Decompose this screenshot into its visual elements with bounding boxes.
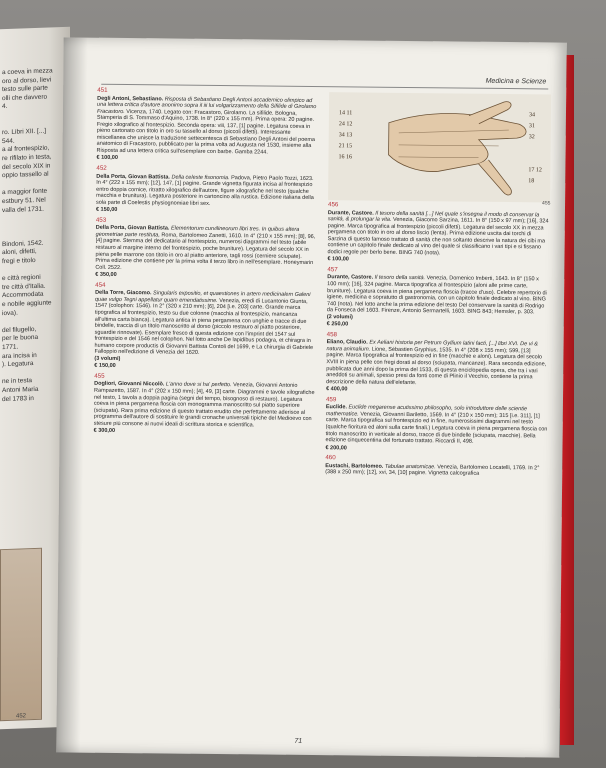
left-page-line: tre città d'Italia. — [2, 282, 46, 291]
left-page-line: e città regioni — [2, 274, 41, 283]
illustration-number: 31 — [528, 123, 535, 130]
left-page-line: 1771. — [2, 343, 19, 352]
entry-title: L'anno dove si ha' perfetto. — [165, 381, 234, 389]
catalog-entry — [325, 397, 548, 454]
catalog-entry — [94, 282, 317, 371]
left-page-line: iova). — [2, 309, 18, 317]
left-page-line: 4. — [2, 103, 8, 111]
entry-title: Euclide megarense acutissimo philosopho, solo introduttore delle scientie mathematice. — [325, 404, 528, 418]
illustration-number: 18 — [528, 178, 535, 185]
left-page-line: olli che davvero — [2, 93, 48, 102]
catalog-entry — [96, 88, 319, 164]
lot-number: 452 — [96, 164, 107, 172]
entry-price: € 150,00 — [94, 363, 116, 370]
catalog-entry — [96, 166, 318, 216]
entry-price: € 200,00 — [325, 444, 347, 451]
left-page-line: fregi e titolo — [2, 257, 36, 266]
entry-text — [326, 340, 548, 388]
left-page-line: re rifilato in testa, — [2, 153, 52, 163]
entry-price: € 250,00 — [326, 321, 349, 328]
entry-text — [94, 381, 316, 429]
entry-price: € 100,00 — [327, 256, 349, 263]
left-page-line: a maggior fonte — [2, 187, 48, 197]
entry-title: Risposta di Sebastiano Degli Antoni accademico olimpico ad una lettera critica d'autore anonimo sopra il iii lui volgarizzamento della Sifilide di Girolamo Fracastoro. — [96, 95, 317, 115]
illustration-number: 17 12 — [528, 167, 542, 174]
left-page-line: e nobile aggiunte — [2, 299, 52, 309]
hand-diagram-svg — [328, 92, 551, 202]
lot-number: 453 — [95, 216, 107, 224]
lot-number: 459 — [325, 395, 337, 404]
entry-volumes-note: (3 volumi) — [94, 355, 121, 362]
entry-description: Vicenza, 1740. Legato con: Fracastoro, Girolamo. La sifilide. Bologna, Stamperia di S. Tommaso d'Aquino, 1738. In 8° (220 x 155 mm). Prima opera: 20 pagine. Fregio xilografico al frontespizio. Seconda opera: viii, 137, [1] pagine. Legatura coeva in pieno cartonato con titolo in oro su tassello al dorso (piccoli difetti). Interessante miscellanea che unisce la traduzione settecentesca di Sebastiano Degli Antoni del poema anatomico di Fracastoro, pubblicato per la prima volta ad Augusta nel 1530, insieme alla Risposta ad una lettera critica sull'esemplare con barbe. Gamba 2244. — [96, 108, 316, 156]
entry-price: € 100,00 — [96, 155, 118, 162]
entry-price: € 350,00 — [95, 271, 117, 279]
entry-title: Della celeste fisonomia. — [171, 174, 232, 181]
entry-title: Singularis expositio, et quaestiones in artem medicinalem Galeni quae vulgo Tegni appellatur quam emendatissime. — [94, 290, 311, 304]
left-page-line: del filugello, — [2, 325, 37, 334]
left-page-line: a al frontespizio, — [2, 144, 50, 154]
left-page-line: ne in testa — [2, 377, 32, 386]
entry-description: Roma, Bartolomeo Zanetti, 1610. In 4° (210 x 155 mm); [8], 96, [4] pagine. Stemma del dedicatario al frontespizio, numerosi diagrammi nel testo (abile restauro al margine interno del frontespizio, poche bruniture). Legatura del secolo XX in piena pelle marrone con titolo in oro al piatto anteriore, tagli rossi (cerniere sciupate). Prima edizione che contiene per la prima volta il terzo libro in nell'esemplare. Honeymarin Coll. 2522. — [95, 232, 316, 271]
illustration-number: 34 — [528, 112, 535, 119]
lot-number: 454 — [95, 281, 106, 289]
entry-text — [326, 404, 548, 446]
entry-author: Dogliori, Giovanni Niccolò. — [94, 381, 166, 388]
entry-title: Ex Aeliani historia per Petrum Gyllium latini facti, [...] libri XVI. De vi & natura animalium. — [326, 339, 538, 353]
entry-title: Tabulae anatomicae. — [384, 463, 438, 471]
left-page-line: del 1783 in — [2, 394, 34, 403]
entry-text — [96, 173, 318, 208]
illustration-number: 34 13 — [338, 132, 353, 139]
illustration-number: 14 11 — [338, 110, 353, 117]
left-page-line: Antoni Maria — [2, 385, 39, 395]
left-page-line: aloni, difetti, — [2, 248, 37, 257]
illustration-number: 32 — [528, 134, 535, 141]
left-page-illustration-number: 452 — [16, 713, 27, 720]
entry-author: Durante, Castore. — [327, 209, 376, 217]
catalog-entry — [327, 267, 550, 330]
entry-text — [325, 463, 547, 478]
left-page-line: oro al dorso, lievi — [2, 76, 52, 85]
entry-text — [327, 210, 549, 258]
left-page-line: testo sulle parte — [2, 84, 48, 94]
entry-text — [94, 290, 317, 358]
entry-description: Venezia, Domenico Imberti, 1643. In 8° (150 x 100 mm); [16], 324 pagine. Marca tipografica al frontespizio (aloni alle prime carte, bruniture). Legatura coeva in piena pergamena floscia (tracce d'uso). Celebre repertorio di igiene, medicina e sopratutto di gastronomia, con un capitolo finale dedicato al vino. BING 740 (nota). Nel lotto anche la prima edizione del testo Del conservare la sanità di Rodrigo da Fonseca del 1603. Firenze, Antonio Sermartelli, 1603. BING 843; Hemsler, p. 303. — [326, 275, 547, 316]
entry-description: Lione, Sébastien Gryphius, 1535. In 4° (208 x 155 mm); 599, [13] pagine. Marca tipografica al frontespizio ed in fine (macchie e aloni). Legatura del secolo XVIII in piena pelle con fregi dorati al dorso (sciupata, mancanze). Rara seconda edizione, pubblicata due anni dopo la prima del 1533, di questa enciclopedia opera, che tra i vari aneddoti su animali, spesso presi da fonti come di Plinio il Vecchio, contiene la prima descrizione della natura dell'elefante. — [326, 346, 547, 386]
entry-author: Degli Antoni, Sebastiano. — [97, 95, 165, 102]
catalog-entry — [327, 202, 550, 265]
left-page-line: del secolo XIX in — [2, 161, 51, 171]
left-column — [94, 88, 320, 441]
catalog-entry — [326, 332, 549, 395]
entry-volumes-note: (2 volumi) — [326, 313, 353, 321]
entry-author: Della Porta, Giovan Battista. — [95, 225, 171, 232]
catalog-entry — [95, 218, 318, 281]
left-page-line: ). Legatura — [2, 360, 34, 369]
catalog-entry — [325, 455, 547, 478]
entry-description: Venezia, Giovanni Antonio Rampazetto, 1587. In 4° (202 x 150 mm); [4], 49, [3] carte. Diagrammi e tavole xilografiche nel testo, 1 tavola a doppia pagina (segni del tempo, bisognoso di restauro). Legatura coeva in piena pergamena floscia con monogramma manoscritto sul piatto superiore (sciupata). Rara prima edizione di questo trattato erudito che perfettamente aderisce al programma dell'autore di sostituire le grandi cronache universali tipiche del Medioevo con stesure più consone ai nuovi ideali di scrittura storica e scientifica. — [93, 382, 315, 429]
entry-author: Eustachi, Bartolomeo. — [325, 462, 385, 470]
left-page-line: per le buona — [2, 334, 39, 343]
catalog-entry — [94, 374, 317, 437]
illustration-number: 16 16 — [338, 154, 353, 161]
lot-number: 456 — [327, 201, 339, 209]
entry-price: € 150,00 — [95, 207, 118, 214]
entry-description: Venezia, Bartolomeo Locatelli, 1769. In 2° (388 x 250 mm); [12], xvi, 34, [10] pagine. Vignetta calcografica — [325, 464, 540, 477]
illustration-caption: 455 — [542, 200, 551, 207]
left-page-line: 544. — [2, 137, 15, 145]
left-page-line: estbury 51. Nel — [2, 196, 46, 206]
left-page-line: a coeva in mezza — [2, 67, 53, 77]
page-number: 71 — [294, 737, 303, 745]
left-page-line: ro. Libri XII. [...] — [2, 127, 47, 137]
entry-description: Venezia, Giacomo Sarzina, 1611. In 8° (150 x 97 mm); [16], 324 pagine. Marca tipografica al frontespizio (piccoli difetti). Legatura del secolo XX in mezza pergamena con titolo in oro al dorso liscio (lenta). Prima edizione uscita dai torchi di Sarzina di questo famoso trattato di sanità che non soltanto descrive la natura dei cibi ma contiene un capitolo finale dedicato al vino del quale si classificano i vari tipi e si fissano dodici regole per berlo bene. BING 740 (nota). — [327, 216, 549, 257]
entry-text — [95, 225, 317, 273]
left-page-line: valla del 1731. — [2, 205, 44, 214]
catalog-page — [56, 37, 566, 757]
right-column — [325, 202, 550, 482]
lot-number: 455 — [94, 372, 105, 380]
illustration-number: 21 15 — [338, 143, 353, 150]
left-page-text — [2, 67, 66, 404]
illustration-number: 24 12 — [338, 121, 353, 128]
left-page-line: oppio tassello al — [2, 170, 49, 180]
hand-diagram-illustration — [328, 92, 551, 202]
section-header: Medicina e Scienze — [485, 77, 547, 86]
entry-title: Elementorum curvilineorum libri tres. In quibus altera geometriae parte restituta, — [95, 225, 300, 239]
left-page-illustration — [0, 548, 42, 721]
lot-number: 460 — [325, 454, 336, 462]
entry-price: € 300,00 — [93, 427, 116, 435]
lot-number: 451 — [97, 86, 108, 94]
entry-text — [327, 275, 549, 317]
entry-description: Venezia, Giovanni Bariletto, 1569. In 4° (210 x 150 mm); 315 [i.e. 311], [1] carte. Marca tipografica sul frontespizio ed in fine, numerosissimi diagrammi nel testo (qualche fioritura ed aloni sulla carte finali.) Legatura coeva in piena pergamena floscia con titolo manoscritto in verticale al dorso, tracce di due bindelle (sciupata, macchie). Bella edizione cinquecentina del fortunato trattato. Riccardi II, 498. — [325, 411, 548, 445]
entry-author: Durante, Castore. — [327, 274, 375, 282]
entry-author: Della Porta, Giovan Battista. — [96, 173, 172, 181]
left-page-line: Accommodata — [2, 291, 44, 300]
entry-title: Il tesoro della sanità [...] Nel quale s'insegna il modo di conservar la sanità, & prolungar la vita. — [327, 210, 540, 223]
entry-text — [97, 95, 320, 156]
lot-number: 458 — [326, 330, 338, 339]
left-page-line: Bindoni, 1542. — [2, 239, 44, 249]
entry-description: Padova, Pietro Paolo Tozzi, 1623. In 4° (222 x 155 mm); [12], 147, [1] pagine. Grande vignetta figurata incisa al frontespizio entro doppia cornice, ritratto xilografico dell'autore, figure xilografiche nel testo (qualche macchia e brunitura). Legatura posteriore in cartoncino alla rustica. Edizione italiana della sola parte di Coelestis physiognomiae libri sex. — [95, 174, 314, 207]
entry-author: Eliano, Claudio. — [326, 339, 370, 346]
left-page-line: ara incisa in — [2, 351, 37, 360]
entry-description: Venezia, eredi di Lucantonio Giunta, 1547 (colophon: 1546). In 2° (320 x 210 mm); [6], 204 [i.e. 203] carte. Grande marca tipografica al frontespizio, testo su due colonne (macchia al frontespizio, mancanza all'ultima carta bianca). Legatura antica in piena pergamena con unghie e tracce di due bindelle, traccia di un titolo manoscritto al dorso (piccolo restauro al piatto posteriore, sguardie rinnovate). Esemplare fresco di questa edizione con l'imprint del 1547 sul frontespizio e del 1546 nel colophon. Nel lotto anche De lapidibus podagra, et chiragra in humano corpore productis di Giovanni Battista Contoli del 1699, e La chirurgia di Gabriele Falloppio nell'edizione di Venezia del 1620. — [94, 297, 314, 357]
entry-author: Della Torre, Giacomo. — [95, 290, 154, 297]
lot-number: 457 — [327, 266, 338, 274]
entry-title: Il tesoro della sanità. — [374, 275, 427, 282]
entry-price: € 400,00 — [326, 386, 348, 393]
entry-author: Euclide. — [325, 404, 349, 411]
